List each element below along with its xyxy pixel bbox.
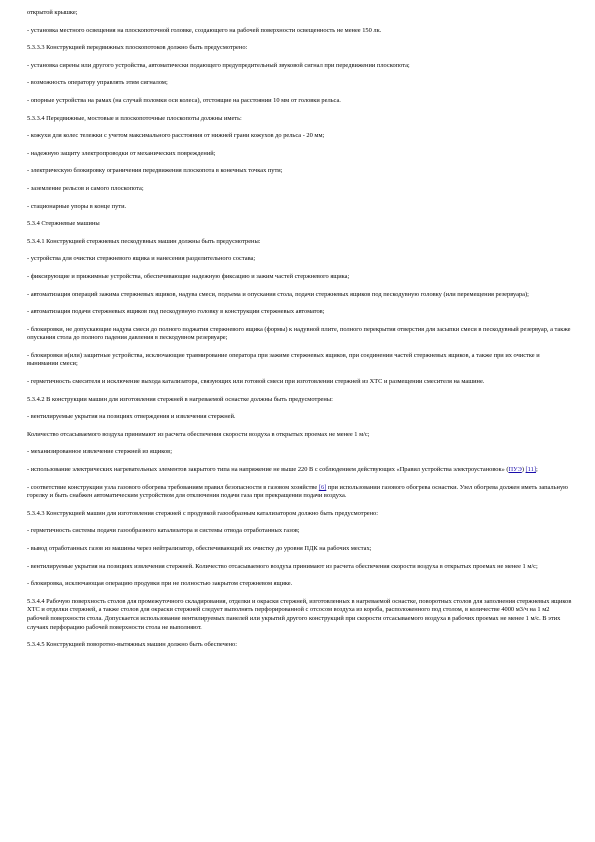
paragraph: - вентилируемые укрытия на позициях отверждения и извлечения стержней. bbox=[27, 413, 236, 421]
paragraph: - стационарные упоры в конце пути. bbox=[27, 202, 127, 210]
text: при использовании газового обогрева оснастки. Узел обогрева должен иметь запальную горелку и быть снабжен автоматическим устройством для отключения подачи газа при прекращении подачи воздуха. bbox=[27, 483, 568, 500]
paragraph: - вывод отработанных газов из машины через нейтрализатор, обеспечивающий их очистку до уровня ПДК на рабочих местах; bbox=[27, 545, 372, 552]
paragraph: - фиксирующие и прижимные устройства, обеспечивающие надежную фиксацию и зажим частей стержневого ящика; bbox=[27, 272, 350, 280]
section-heading: 5.3.4 Стержневые машины bbox=[27, 220, 100, 228]
paragraph-electrical bbox=[27, 466, 572, 475]
document-page bbox=[27, 9, 572, 659]
paragraph: - герметичность смесителя и исключение выхода катализатора, связующих или готовой смеси при изготовлении стержней из ХТС и размещении смесителя на машине. bbox=[27, 378, 485, 386]
paragraph: - опорные устройства на рамах (на случай поломки оси колеса), отстоящие на расстоянии 10 мм от головки рельса. bbox=[27, 96, 341, 104]
paragraph: Количество отсасываемого воздуха принимают из расчета обеспечения скорости воздуха в открытых проемах не менее 1 м/с; bbox=[27, 430, 370, 438]
pue-link[interactable]: ПУЭ bbox=[508, 466, 522, 474]
section-heading: 5.3.4.5 Конструкцией поворотно-вытяжных машин должно быть обеспечено: bbox=[27, 641, 238, 649]
section-heading: 5.3.3.4 Передвижные, мостовые и плоскопоточные плоскопоты должны иметь: bbox=[27, 114, 242, 122]
paragraph: - герметичность системы подачи газообразного катализатора и системы отвода отработанных газов; bbox=[27, 527, 300, 535]
paragraph: - электрическую блокировку ограничения передвижения плоскопота в конечных точках пути; bbox=[27, 167, 283, 175]
paragraph: - блокировки, не допускающие надува смеси до полного поджатия стержневого ящика (формы) к надувной плите, полного перекрытия отверстия для засыпки смеси в пескодувный резервуар, а также опускания стола до полного падения давления в пескодувном резервуаре; bbox=[27, 325, 571, 342]
text: - использование электрических нагревательных элементов закрытого типа на напряжение не выше 220 В с соблюдением действующих «Правил устройства электроустановок» ( bbox=[27, 466, 509, 474]
paragraph: 5.3.4.4 Рабочую поверхность столов для промежуточного складирования, отделки и окраски стержней, изготовленных в нагреваемой оснастке, поворотных столов для заполнения стержневых ящиков ХТС и отделки стержней, а также столов для окраски стержней следует выполнять перфорированной с отсосом воздуха из короба, расположенного под столом, в количестве 4000 м3/ч на 1 м2 рабочей поверхности стола. Допускается использование вентилируемых панелей или укрытий другого конструкций при скорости отсасываемого воздуха в рабочих проемах не менее 1 м/с. В этих случаях перфорацию рабочей поверхности стола не выполняют. bbox=[27, 597, 572, 631]
paragraph: - надежную защиту электропроводки от механических повреждений; bbox=[27, 149, 216, 157]
section-heading: 5.3.3.3 Конструкцией передвижных плоскопотоков должно быть предусмотрено: bbox=[27, 44, 248, 52]
reference-11-link[interactable]: [11] bbox=[525, 466, 536, 474]
text: - соответствие конструкции узла газового обогрева требованиям правил безопасности в газовом хозяйстве bbox=[27, 483, 319, 491]
section-heading: 5.3.4.2 В конструкции машин для изготовления стержней в нагреваемой оснастке должны быть предусмотрены: bbox=[27, 395, 333, 403]
paragraph: - механизированное извлечение стержней из ящиков; bbox=[27, 448, 172, 456]
text: ; bbox=[535, 466, 538, 474]
paragraph: - возможность оператору управлять этим сигналом; bbox=[27, 79, 168, 87]
reference-6-link[interactable]: [6] bbox=[318, 483, 327, 491]
section-heading: 5.3.4.1 Конструкцией стержневых пескодувных машин должны быть предусмотрены: bbox=[27, 237, 261, 245]
paragraph: - автоматизация операций зажима стержневых ящиков, надува смеси, подъема и опускания стола, подачи стержневых ящиков под пескодувную головку (или перемещения резервуара); bbox=[27, 290, 529, 298]
paragraph: - установка сирены или другого устройства, автоматически подающего предупредительный звуковой сигнал при передвижении плоскопота; bbox=[27, 61, 410, 69]
text: ) bbox=[521, 466, 526, 474]
paragraph: открытой крышке; bbox=[27, 9, 78, 16]
paragraph: - блокировки и(или) защитные устройства, исключающие травмирование оператора при зажиме стержневых ящиков, при соединении частей стержневых ящиков, а также при их очистке и вынимании смеси; bbox=[27, 351, 540, 368]
paragraph: - установка местного освещения на плоскопоточной головке, создающего на рабочей поверхности освещенность не менее 150 лк. bbox=[27, 26, 382, 34]
paragraph-gas bbox=[27, 484, 572, 501]
paragraph: - устройства для очистки стержневого ящика и нанесения разделительного состава; bbox=[27, 255, 256, 263]
paragraph: - автоматизация подачи стержневых ящиков под пескодувную головку в конструкции стержневых автоматов; bbox=[27, 308, 325, 316]
paragraph: - блокировка, исключающая операцию продувки при не полностью закрытом стержневом ящике. bbox=[27, 580, 293, 588]
section-heading: 5.3.4.3 Конструкцией машин для изготовления стержней с продувкой газообразным катализатором должно быть предусмотрено: bbox=[27, 509, 379, 517]
paragraph: - заземление рельсов и самого плоскопота; bbox=[27, 184, 144, 192]
paragraph: - кожухи для колес тележки с учетом максимального расстояния от нижней грани кожухов до рельса - 20 мм; bbox=[27, 132, 325, 140]
paragraph: - вентилируемые укрытия на позициях извлечения стержней. Количество отсасываемого воздуха принимают из расчета обеспечения скорости воздуха в открытых проемах не менее 1 м/с; bbox=[27, 562, 538, 570]
